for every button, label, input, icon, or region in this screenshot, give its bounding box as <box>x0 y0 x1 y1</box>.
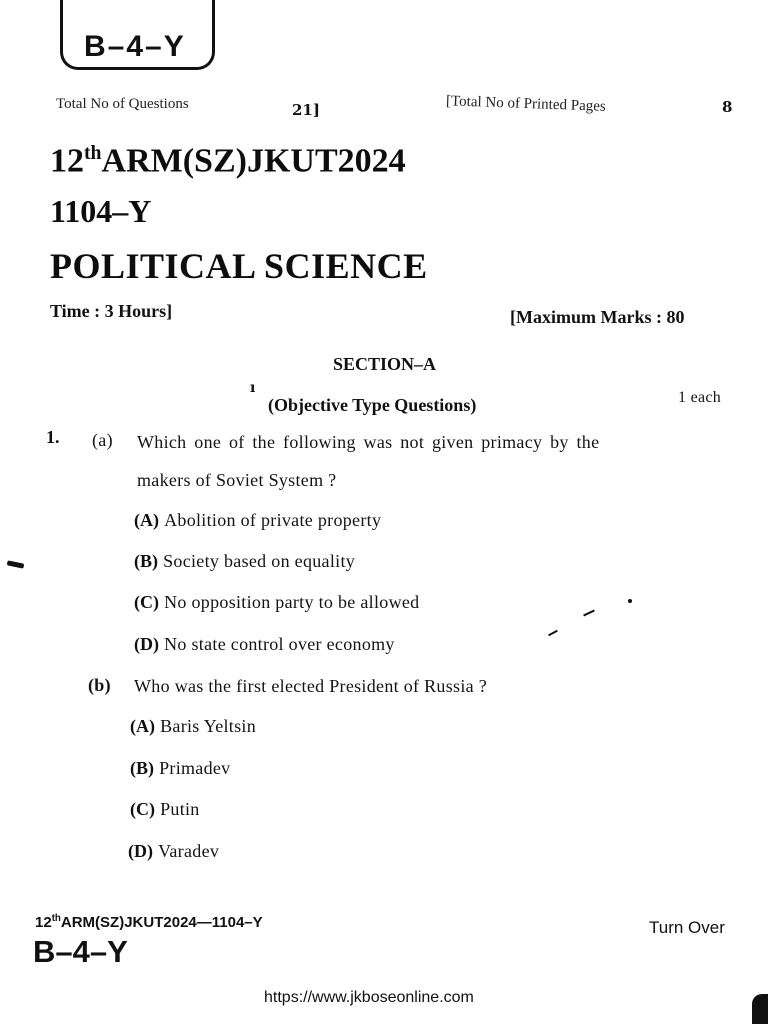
option-text: Abolition of private property <box>164 510 382 530</box>
q1a-option-c <box>134 592 419 613</box>
option-text: Baris Yeltsin <box>160 716 257 736</box>
subject-title: POLITICAL SCIENCE <box>50 246 428 286</box>
option-text: Primadev <box>159 758 231 778</box>
scan-mark-2 <box>628 599 632 603</box>
option-letter: (A) <box>134 510 159 530</box>
q1a-text-line2: makers of Soviet System ? <box>137 470 337 490</box>
time-allowed: Time : 3 Hours] <box>50 301 173 321</box>
paper-code: 12thARM(SZ)JKUT2024 <box>50 142 406 180</box>
stray-mark: ı <box>250 380 256 396</box>
option-letter: (C) <box>134 592 159 612</box>
code-box-text: B–4–Y <box>84 30 186 63</box>
option-letter: (B) <box>134 551 158 571</box>
q1b-option-b <box>130 758 230 779</box>
q1a-option-b <box>134 551 355 572</box>
q1b-text: Who was the first elected President of Russia ? <box>134 676 488 696</box>
scan-mark-corner <box>752 994 768 1024</box>
option-letter: (A) <box>130 716 155 736</box>
footer-big-code: B–4–Y <box>33 934 128 969</box>
section-title: SECTION–A <box>333 354 437 374</box>
q1a-option-d <box>134 634 395 655</box>
option-text: Putin <box>160 799 200 819</box>
q1a-option-a <box>134 510 381 531</box>
option-text: Varadev <box>158 841 220 861</box>
q1b-option-d <box>128 841 219 862</box>
option-letter: (B) <box>130 758 154 778</box>
scan-mark-3 <box>548 630 558 636</box>
option-text: No state control over economy <box>164 634 395 654</box>
turn-over: Turn Over <box>649 918 725 937</box>
question-number: 1. <box>46 427 60 447</box>
scan-mark-left <box>7 560 25 568</box>
q1a-label: (a) <box>92 430 113 450</box>
option-letter: (D) <box>128 841 153 861</box>
total-pages-value: 8 <box>722 98 733 116</box>
section-subtitle: (Objective Type Questions) <box>268 395 477 415</box>
q1b-option-c <box>130 799 200 820</box>
total-questions-value: 21] <box>292 101 320 119</box>
total-questions-label: Total No of Questions <box>56 96 189 112</box>
option-text: No opposition party to be allowed <box>164 592 420 612</box>
q1b-option-a <box>130 716 256 737</box>
maximum-marks: [Maximum Marks : 80 <box>510 307 685 327</box>
q1b-label: (b) <box>88 675 111 695</box>
footer-paper-code: 12thARM(SZ)JKUT2024—1104–Y <box>35 913 263 931</box>
option-letter: (C) <box>130 799 155 819</box>
paper-number: 1104–Y <box>50 193 152 229</box>
option-letter: (D) <box>134 634 159 654</box>
scan-mark-1 <box>583 610 595 617</box>
q1a-text-line1: Which one of the following was not given primacy by the <box>137 432 600 452</box>
total-pages-label: [Total No of Printed Pages <box>445 93 607 115</box>
option-text: Society based on equality <box>163 551 356 571</box>
section-marks: 1 each <box>678 389 722 406</box>
source-url: https://www.jkboseonline.com <box>264 989 474 1006</box>
